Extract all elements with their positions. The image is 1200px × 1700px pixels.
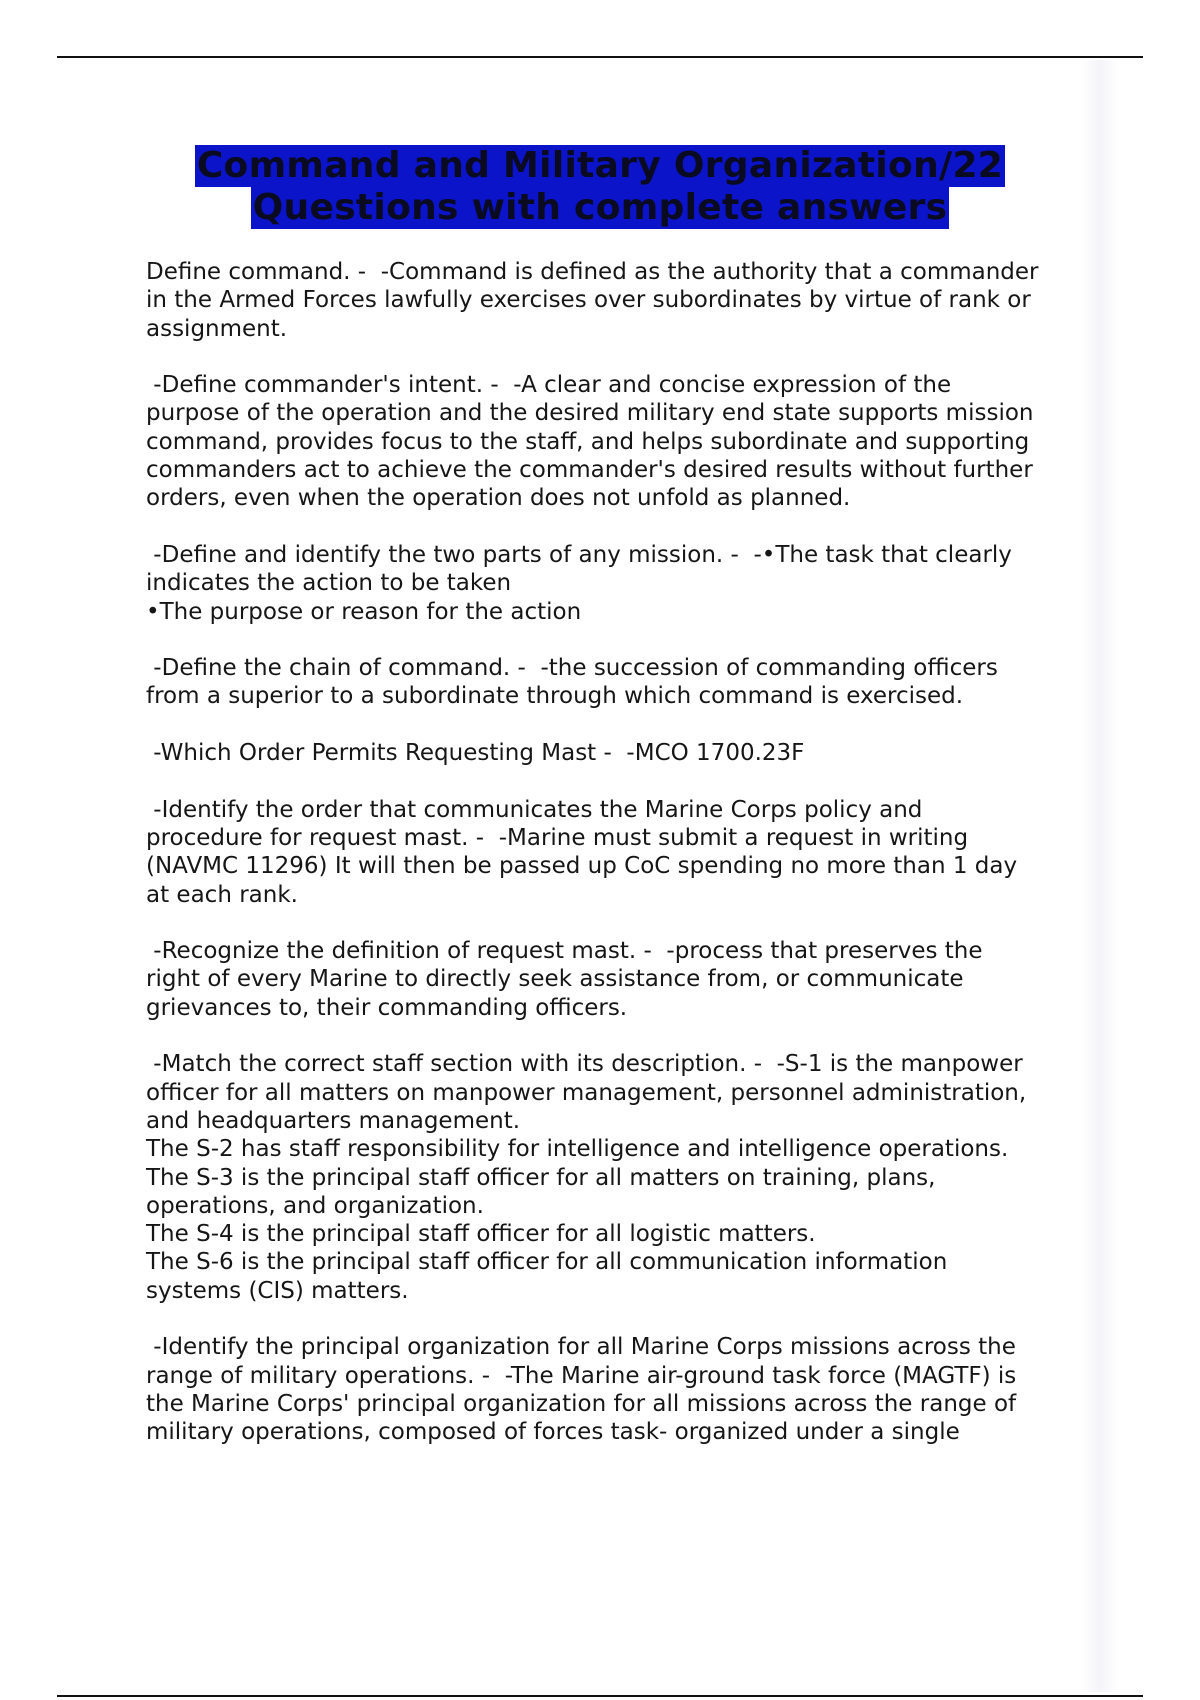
qa-text-line: -Define commander's intent. - -A clear and concise expression of the: [146, 372, 952, 399]
qa-text-line: assignment.: [146, 315, 288, 342]
qa-text-line: Define command. - -Command is defined as the authority that a commander: [146, 259, 1039, 285]
qa-block: [146, 1050, 1096, 1305]
qa-text-line: right of every Marine to directly seek assistance from, or communicate: [146, 966, 964, 993]
footer-rule: [57, 1695, 1143, 1697]
qa-text-line: commanders act to achieve the commander's desired results without further: [146, 457, 1033, 484]
qa-text-line: command, provides focus to the staff, and helps subordinate and supporting: [146, 428, 1030, 455]
qa-text-line: and headquarters management.: [146, 1107, 521, 1134]
qa-text-line: in the Armed Forces lawfully exercises over subordinates by virtue of rank or: [146, 287, 1031, 314]
qa-block: [146, 371, 1096, 512]
qa-text-line: from a superior to a subordinate through which command is exercised.: [146, 683, 964, 710]
qa-text-line: the Marine Corps' principal organization for all missions across the range of: [146, 1390, 1017, 1417]
qa-text-line: -Identify the principal organization for all Marine Corps missions across the: [146, 1334, 1016, 1361]
qa-text-line: •The purpose or reason for the action: [146, 598, 582, 625]
title-line-2: Questions with complete answers: [252, 187, 948, 228]
qa-block: [146, 654, 1096, 711]
qa-text-line: purpose of the operation and the desired military end state supports mission: [146, 400, 1034, 427]
qa-text-line: -Match the correct staff section with its description. - -S-1 is the manpower: [146, 1051, 1023, 1078]
qa-text-line: indicates the action to be taken: [146, 570, 512, 597]
qa-text-line: (NAVMC 11296) It will then be passed up CoC spending no more than 1 day: [146, 853, 1018, 880]
header-rule: [57, 56, 1143, 58]
qa-block: [146, 258, 1096, 343]
qa-text-line: -Which Order Permits Requesting Mast - -MCO 1700.23F: [146, 740, 805, 767]
qa-text-line: systems (CIS) matters.: [146, 1277, 409, 1304]
qa-text-line: -Define the chain of command. - -the succession of commanding officers: [146, 655, 998, 682]
qa-text-line: The S-4 is the principal staff officer for all logistic matters.: [146, 1221, 816, 1248]
qa-text-line: procedure for request mast. - -Marine must submit a request in writing: [146, 824, 969, 851]
document-title: [0, 145, 1200, 229]
qa-text-line: operations, and organization.: [146, 1192, 484, 1219]
qa-text-line: at each rank.: [146, 881, 298, 908]
title-line-1: Command and Military Organization/22: [196, 145, 1004, 186]
document-body: [146, 258, 1096, 1475]
qa-text-line: The S-3 is the principal staff officer for all matters on training, plans,: [146, 1164, 936, 1191]
qa-block: [146, 937, 1096, 1022]
qa-text-line: The S-2 has staff responsibility for intelligence and intelligence operations.: [146, 1136, 1009, 1163]
qa-text-line: -Recognize the definition of request mast. - -process that preserves the: [146, 938, 983, 965]
qa-text-line: orders, even when the operation does not unfold as planned.: [146, 485, 851, 512]
qa-text-line: officer for all matters on manpower management, personnel administration,: [146, 1079, 1027, 1106]
qa-text-line: -Define and identify the two parts of any mission. - -•The task that clearly: [146, 541, 1012, 568]
qa-text-line: military operations, composed of forces task- organized under a single: [146, 1419, 960, 1446]
qa-text-line: grievances to, their commanding officers.: [146, 994, 628, 1021]
qa-block: [146, 739, 1096, 767]
qa-text-line: The S-6 is the principal staff officer for all communication information: [146, 1249, 948, 1276]
qa-block: [146, 541, 1096, 626]
qa-text-line: range of military operations. - -The Marine air-ground task force (MAGTF) is: [146, 1362, 1017, 1389]
qa-block: [146, 1333, 1096, 1446]
qa-text-line: -Identify the order that communicates the Marine Corps policy and: [146, 796, 923, 823]
qa-block: [146, 796, 1096, 909]
